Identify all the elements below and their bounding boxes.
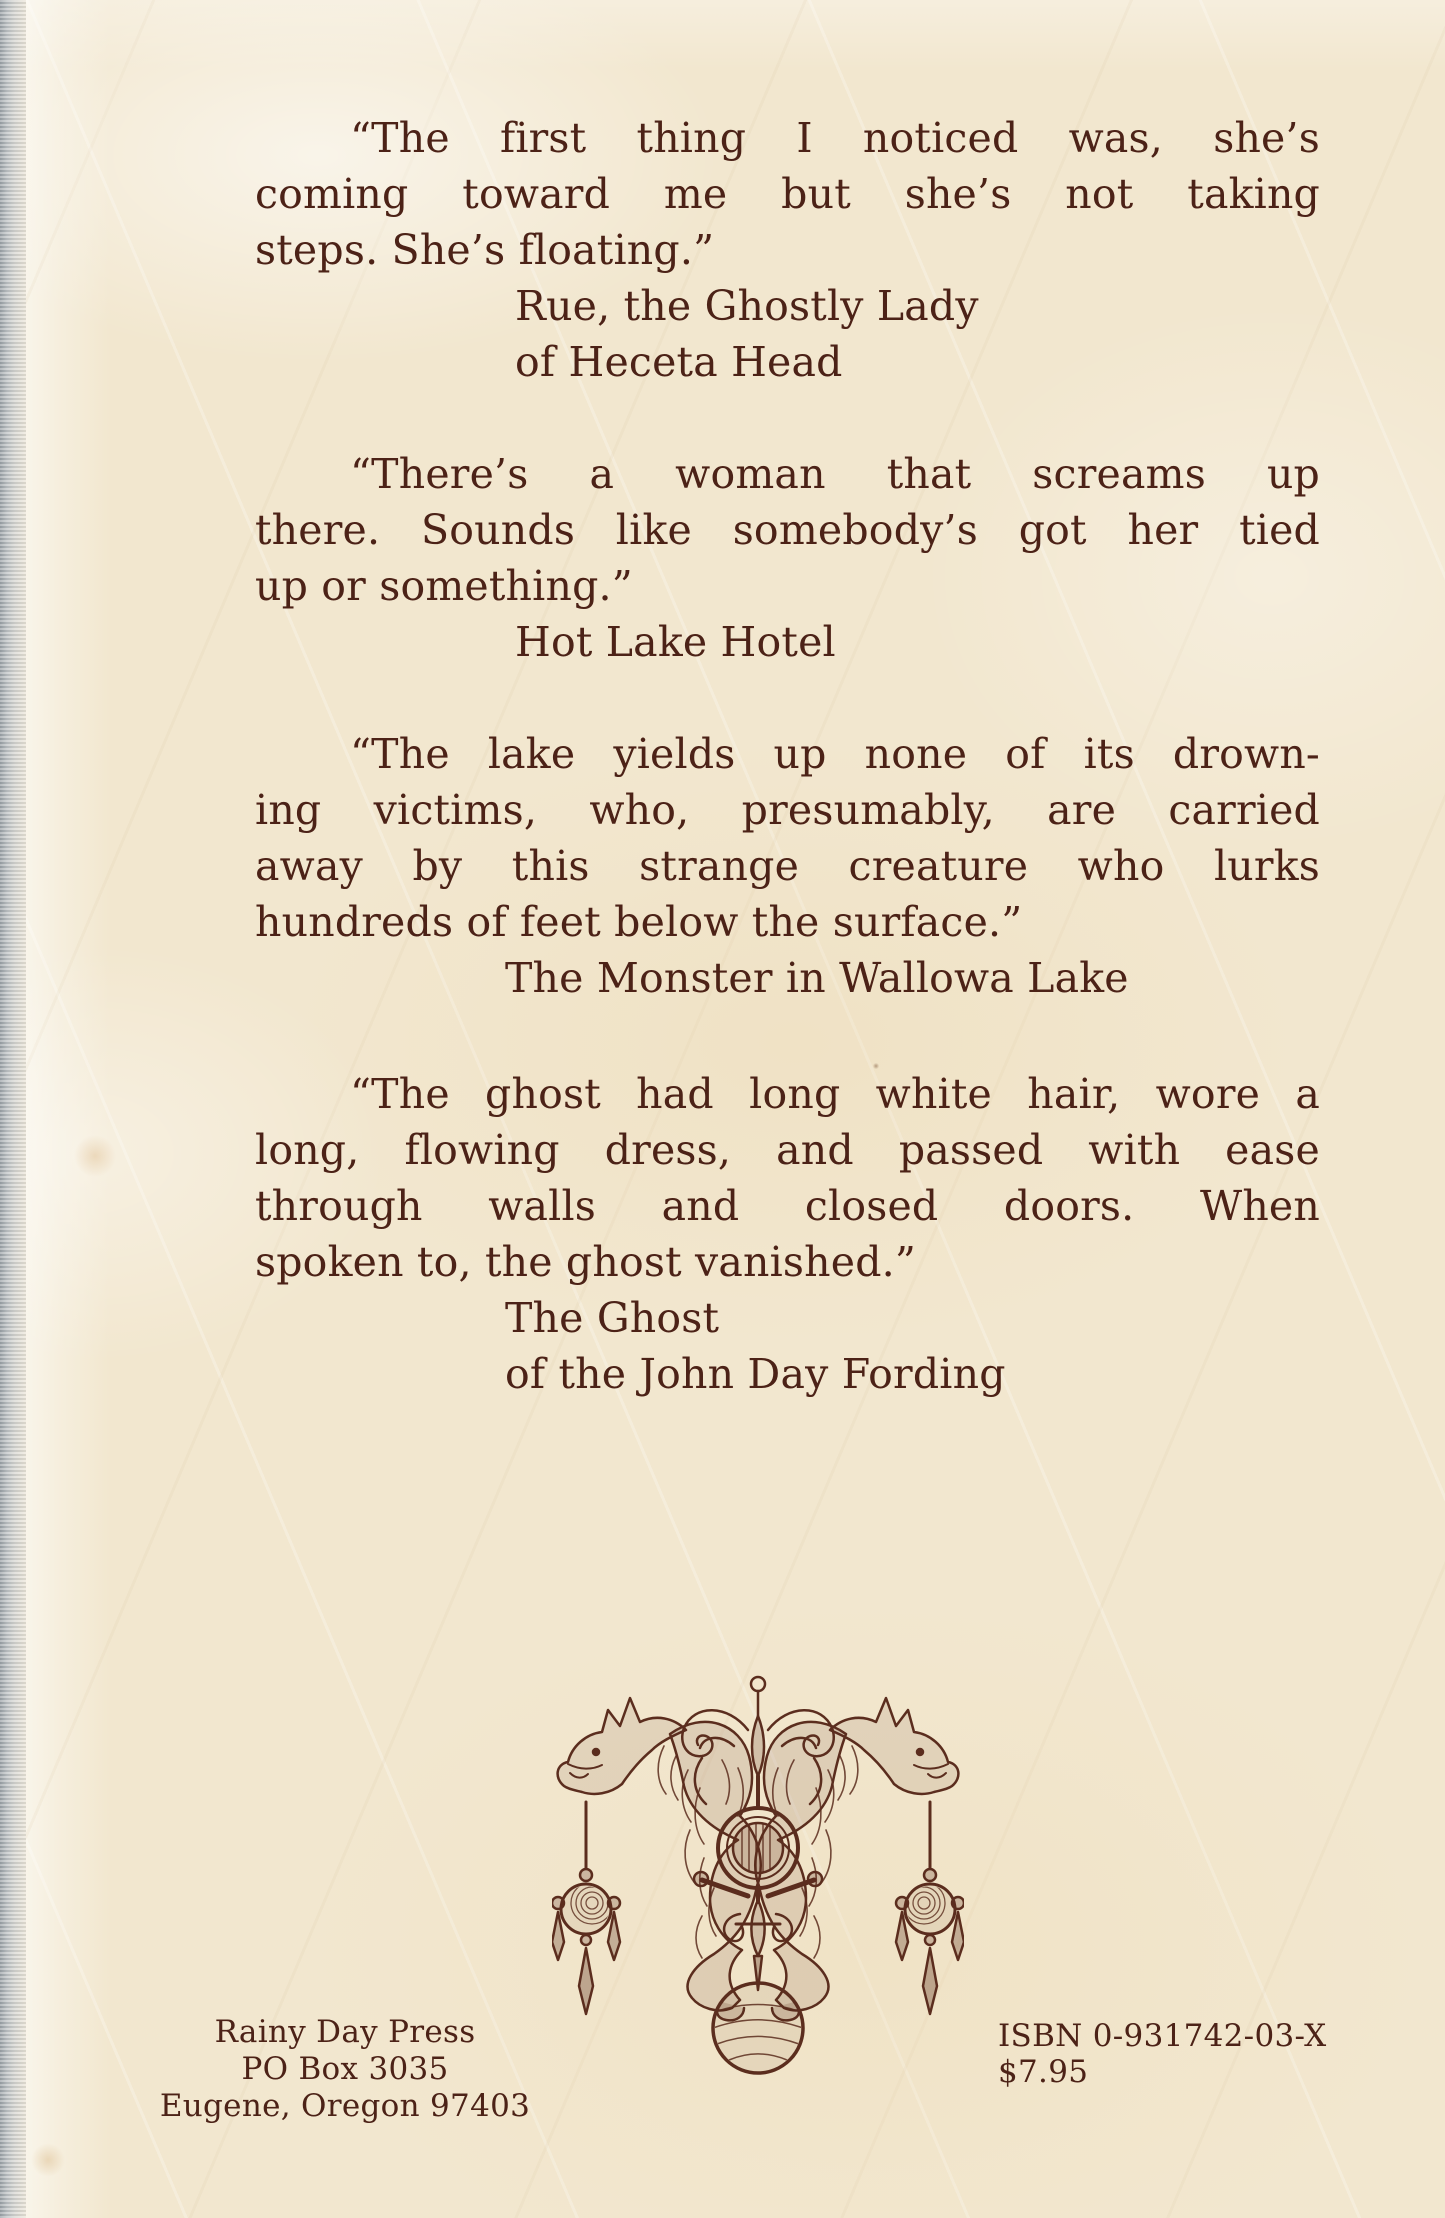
isbn-price-block (998, 2018, 1418, 2090)
quote-line: “The ghost had long white hair, wore a (350, 1070, 1320, 1118)
quote-line: spoken to, the ghost vanished.” (255, 1238, 917, 1286)
quote-block-wallowa-lake (255, 726, 1320, 1006)
quote-line: there. Sounds like somebody’s got her tied (255, 506, 1320, 554)
quote-line: steps. She’s floating.” (255, 226, 715, 274)
quote-attribution: of Heceta Head (515, 338, 843, 386)
quote-line: away by this strange creature who lurks (255, 842, 1320, 890)
quote-attribution: Rue, the Ghostly Lady (515, 282, 979, 330)
quote-line: hundreds of feet below the surface.” (255, 898, 1023, 946)
isbn-label: ISBN 0-931742-03-X (998, 2018, 1327, 2054)
quote-line: ing victims, who, presumably, are carried (255, 786, 1320, 834)
quote-attribution: Hot Lake Hotel (515, 618, 836, 666)
publisher-name: Rainy Day Press (214, 2014, 476, 2050)
price-label: $7.95 (998, 2054, 1089, 2090)
quote-block-hot-lake-hotel (255, 446, 1320, 670)
quote-block-john-day-fording (255, 1066, 1320, 1402)
quote-block-heceta-head (255, 110, 1320, 390)
quote-attribution: of the John Day Fording (505, 1350, 1006, 1398)
quote-line: “The first thing I noticed was, she’s (350, 114, 1320, 162)
quote-attribution: The Ghost (505, 1294, 720, 1342)
quote-line: long, flowing dress, and passed with ease (255, 1126, 1320, 1174)
printers-device-gargoyles-illustration (552, 1672, 964, 2080)
publisher-po-box: PO Box 3035 (241, 2051, 449, 2087)
quote-line: coming toward me but she’s not taking (255, 170, 1320, 218)
publisher-imprint (100, 2014, 590, 2125)
scan-spine-edge (0, 0, 26, 2218)
quote-line: through walls and closed doors. When (255, 1182, 1320, 1230)
publisher-city: Eugene, Oregon 97403 (159, 2088, 531, 2124)
quote-line: “There’s a woman that screams up (350, 450, 1320, 498)
quote-line: “The lake yields up none of its drown- (350, 730, 1320, 778)
quotes-column (255, 110, 1320, 1458)
quote-line: up or something.” (255, 562, 633, 610)
quote-attribution: The Monster in Wallowa Lake (505, 954, 1129, 1002)
